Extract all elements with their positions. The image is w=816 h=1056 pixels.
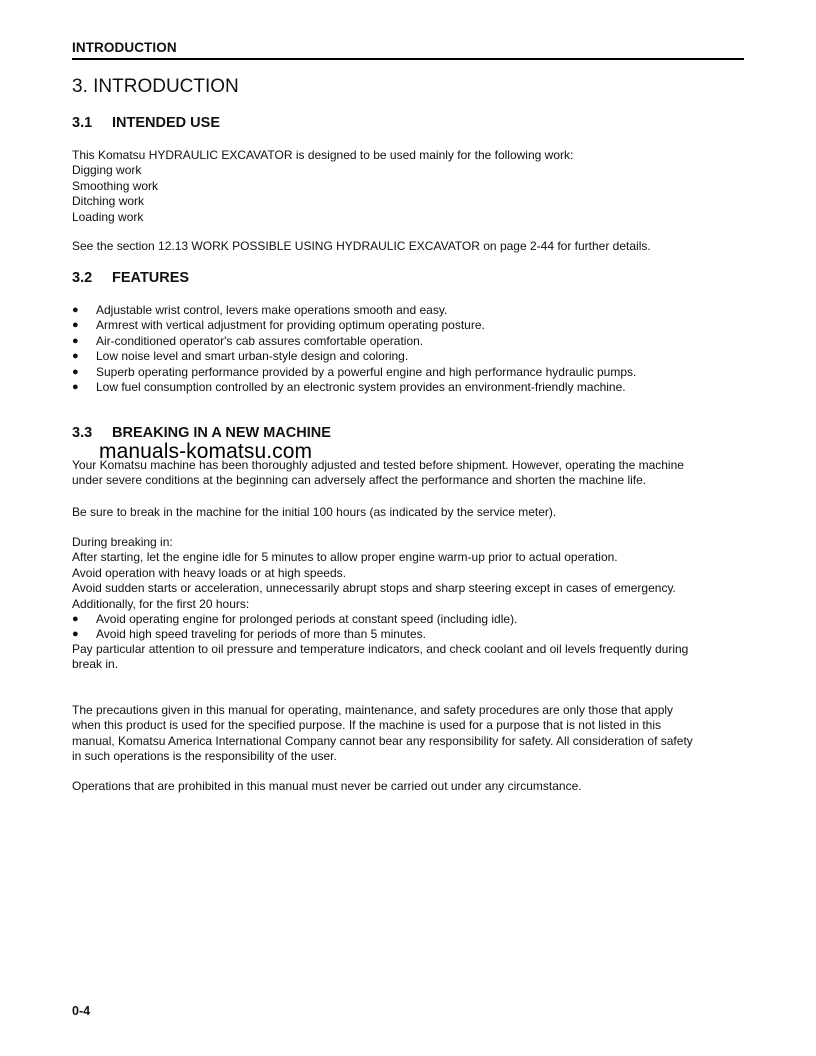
text-line: manual, Komatsu America International Company cannot bear any responsibility for safety. All consideration of safety [72, 733, 693, 748]
precautions-paragraph [72, 703, 748, 765]
text-line: During breaking in: [72, 535, 173, 549]
list-item [72, 349, 748, 364]
breaking-in-para2 [72, 505, 748, 520]
running-header: INTRODUCTION [72, 40, 177, 55]
list-item [72, 334, 748, 349]
bullet-icon: ● [72, 628, 79, 641]
text-line: under severe conditions at the beginning can adversely affect the performance and shorten the machine life. [72, 473, 647, 488]
text-line: in such operations is the responsibility of the user. [72, 749, 337, 764]
text-line: when this product is used for the specified purpose. If the machine is used for a purpose that is not listed in this [72, 718, 661, 733]
bullet-icon: ● [72, 381, 79, 394]
features-list [72, 303, 748, 395]
chapter-title: 3. INTRODUCTION [72, 76, 239, 97]
list-item-text: Air-conditioned operator's cab assures comfortable operation. [96, 333, 424, 348]
list-item-text: Low noise level and smart urban-style design and coloring. [96, 349, 409, 364]
text-line: Be sure to break in the machine for the initial 100 hours (as indicated by the service meter). [72, 505, 557, 519]
text-line: Additionally, for the first 20 hours: [72, 596, 250, 611]
breaking-in-attention [72, 642, 748, 673]
bullet-icon: ● [72, 304, 79, 316]
work-item: Loading work [72, 209, 144, 224]
list-item-text: Armrest with vertical adjustment for providing optimum operating posture. [96, 318, 485, 333]
header-rule [72, 58, 744, 60]
section-number: 3.1 [72, 115, 93, 131]
intended-use-body [72, 148, 748, 225]
breaking-in-instructions [72, 535, 748, 612]
list-item-text: Avoid operating engine for prolonged periods at constant speed (including idle). [96, 612, 518, 626]
intended-use-intro: This Komatsu HYDRAULIC EXCAVATOR is designed to be used mainly for the following work: [72, 148, 574, 162]
intended-use-reference [72, 239, 748, 254]
list-item [72, 612, 748, 627]
breaking-in-para1 [72, 458, 748, 489]
text-line: break in. [72, 657, 119, 672]
text-line: Operations that are prohibited in this manual must never be carried out under any circumstance. [72, 779, 582, 793]
bullet-icon: ● [72, 365, 79, 378]
breaking-in-bullets [72, 612, 748, 643]
section-number: 3.3 [72, 425, 93, 441]
list-item [72, 318, 748, 333]
section-heading-intended-use [72, 115, 220, 131]
text-line: Pay particular attention to oil pressure and temperature indicators, and check coolant and oil levels frequently during [72, 642, 689, 656]
list-item-text: Superb operating performance provided by a powerful engine and high performance hydraulic pumps. [96, 364, 637, 379]
text-line: Avoid operation with heavy loads or at high speeds. [72, 565, 346, 580]
list-item-text: Adjustable wrist control, levers make operations smooth and easy. [96, 303, 448, 317]
work-item: Smoothing work [72, 178, 159, 193]
text-line: The precautions given in this manual for operating, maintenance, and safety procedures are only those that apply [72, 703, 674, 717]
list-item [72, 627, 748, 642]
section-title: BREAKING IN A NEW MACHINE [112, 425, 331, 441]
section-title: INTENDED USE [112, 115, 220, 131]
section-heading-breaking-in [72, 425, 331, 441]
bullet-icon: ● [72, 613, 79, 625]
text-line: Your Komatsu machine has been thoroughly adjusted and tested before shipment. However, operating the machine [72, 458, 684, 472]
list-item [72, 303, 748, 318]
text-line: After starting, let the engine idle for 5 minutes to allow proper engine warm-up prior to actual operation. [72, 550, 618, 565]
reference-text: See the section 12.13 WORK POSSIBLE USING HYDRAULIC EXCAVATOR on page 2-44 for further details. [72, 239, 651, 253]
prohibited-paragraph [72, 779, 748, 794]
bullet-icon: ● [72, 350, 79, 363]
page-number: 0-4 [72, 1004, 91, 1018]
watermark: manuals-komatsu.com [99, 440, 313, 463]
text-line: Avoid sudden starts or acceleration, unnecessarily abrupt stops and sharp steering except in cases of emergency. [72, 581, 676, 596]
list-item-text: Avoid high speed traveling for periods of more than 5 minutes. [96, 627, 426, 642]
list-item [72, 380, 748, 395]
bullet-icon: ● [72, 334, 79, 347]
list-item [72, 365, 748, 380]
work-item: Digging work [72, 163, 142, 178]
bullet-icon: ● [72, 319, 79, 332]
section-number: 3.2 [72, 270, 93, 286]
section-heading-features [72, 270, 189, 286]
list-item-text: Low fuel consumption controlled by an electronic system provides an environment-friendly machine. [96, 380, 626, 395]
section-title: FEATURES [112, 270, 190, 286]
work-item: Ditching work [72, 194, 145, 209]
